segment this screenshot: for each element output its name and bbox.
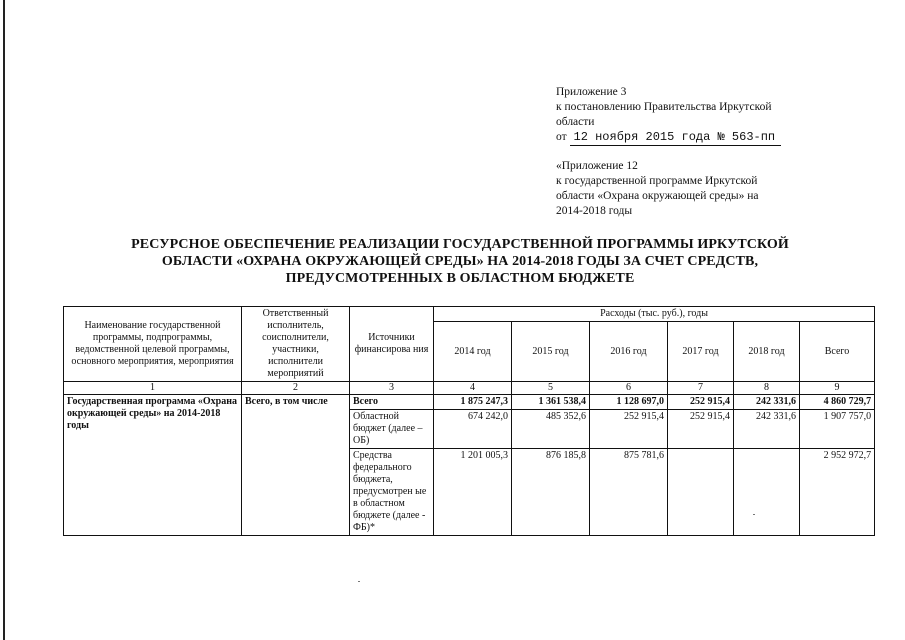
column-number: 4	[434, 382, 512, 395]
value-cell	[668, 449, 734, 536]
column-number: 5	[512, 382, 590, 395]
title-line: РЕСУРСНОЕ ОБЕСПЕЧЕНИЕ РЕАЛИЗАЦИИ ГОСУДАРСТВЕННОЙ ПРОГРАММЫ ИРКУТСКОЙ	[131, 237, 789, 252]
value-cell: 1 875 247,3	[434, 395, 512, 410]
value-cell: 2 952 972,7	[800, 449, 875, 536]
value-cell: 876 185,8	[512, 449, 590, 536]
header-name: Наименование государственной программы, подпрограммы, ведомственной целевой программы, основного мероприятия, мероприятия	[64, 307, 242, 382]
value-cell: 242 331,6	[734, 410, 800, 449]
value-cell: 252 915,4	[668, 395, 734, 410]
value-cell: 242 331,6	[734, 395, 800, 410]
value-cell: 1 201 005,3	[434, 449, 512, 536]
column-number: 8	[734, 382, 800, 395]
date-prefix: от	[556, 131, 567, 143]
column-number: 6	[590, 382, 668, 395]
page-edge-line	[3, 0, 5, 640]
header-year: 2014 год	[434, 322, 512, 382]
program-executor: Всего, в том числе	[242, 395, 350, 536]
value-cell: 485 352,6	[512, 410, 590, 449]
value-cell: 1 128 697,0	[590, 395, 668, 410]
column-number: 2	[242, 382, 350, 395]
appendix-12-title: «Приложение 12	[556, 160, 638, 172]
program-name: Государственная программа «Охрана окружающей среды» на 2014-2018 годы	[64, 395, 242, 536]
header-year: 2016 год	[590, 322, 668, 382]
table-row-total	[64, 395, 875, 410]
header-year: 2018 год	[734, 322, 800, 382]
header-year: 2015 год	[512, 322, 590, 382]
value-cell: 875 781,6	[590, 449, 668, 536]
resource-table	[63, 306, 875, 536]
column-number: 7	[668, 382, 734, 395]
source-cell: Областной бюджет (далее – ОБ)	[350, 410, 434, 449]
value-cell: 1 361 538,4	[512, 395, 590, 410]
appendix-12-line: к государственной программе Иркутской	[556, 175, 758, 187]
column-number: 1	[64, 382, 242, 395]
header-expenses-group: Расходы (тыс. руб.), годы	[434, 307, 875, 322]
appendix-12-line: области «Охрана окружающей среды» на	[556, 190, 759, 202]
appendix-3-title: Приложение 3	[556, 86, 627, 98]
appendix-12-line: 2014-2018 годы	[556, 205, 633, 217]
header-total: Всего	[800, 322, 875, 382]
appendix-3-block	[556, 85, 781, 146]
value-cell: 4 860 729,7	[800, 395, 875, 410]
header-source: Источники финансирова ния	[350, 307, 434, 382]
decree-date-field: 12 ноября 2015 года № 563-пп	[570, 130, 782, 146]
appendix-12-block	[556, 159, 759, 219]
header-executor: Ответственный исполнитель, соисполнители, участники, исполнители мероприятий	[242, 307, 350, 382]
appendix-3-line: к постановлению Правительства Иркутской	[556, 101, 772, 113]
value-cell: 252 915,4	[590, 410, 668, 449]
appendix-3-line: области	[556, 116, 595, 128]
value-cell: 674 242,0	[434, 410, 512, 449]
scan-speck	[753, 514, 755, 515]
value-cell: 252 915,4	[668, 410, 734, 449]
header-year: 2017 год	[668, 322, 734, 382]
document-title	[60, 236, 860, 287]
scan-speck	[358, 581, 360, 582]
value-cell	[734, 449, 800, 536]
column-number: 9	[800, 382, 875, 395]
appendix-3-date-line	[556, 130, 781, 146]
source-cell: Всего	[350, 395, 434, 410]
title-line: ПРЕДУСМОТРЕННЫХ В ОБЛАСТНОМ БЮДЖЕТЕ	[285, 271, 635, 286]
value-cell: 1 907 757,0	[800, 410, 875, 449]
column-number: 3	[350, 382, 434, 395]
source-cell: Средства федерального бюджета, предусмотрен ые в областном бюджете (далее - ФБ)*	[350, 449, 434, 536]
title-line: ОБЛАСТИ «ОХРАНА ОКРУЖАЮЩЕЙ СРЕДЫ» НА 2014-2018 ГОДЫ ЗА СЧЕТ СРЕДСТВ,	[161, 254, 759, 269]
